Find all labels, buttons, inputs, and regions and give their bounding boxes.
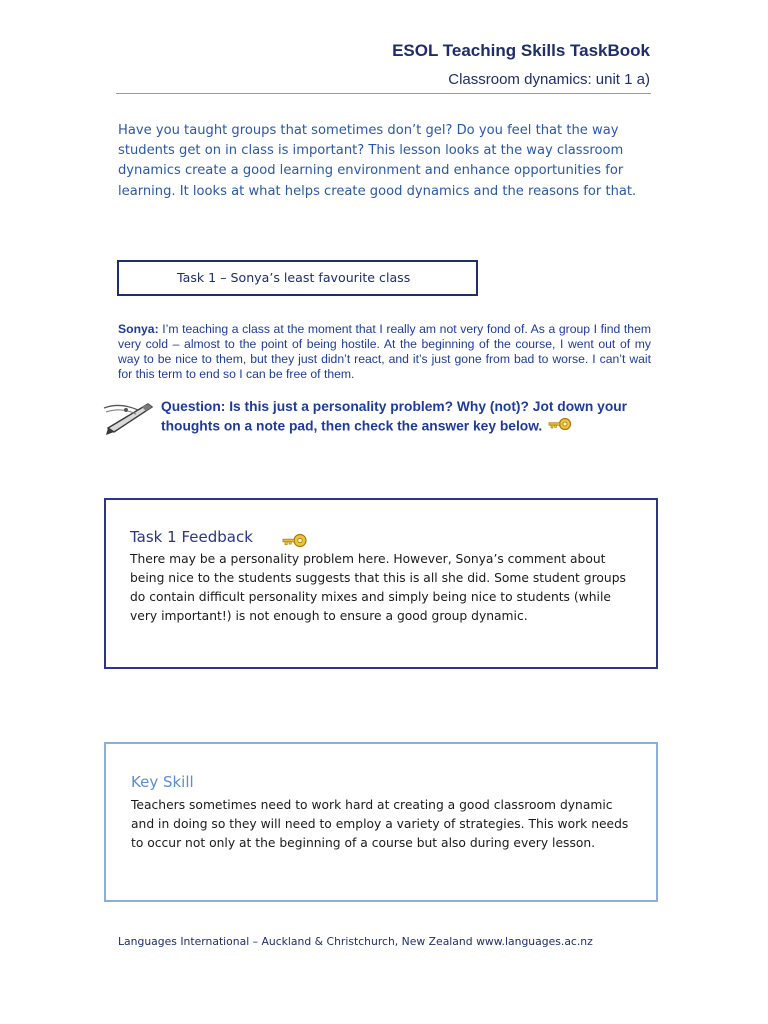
pen-icon	[102, 398, 156, 436]
question-prompt	[161, 398, 656, 436]
speaker-name: Sonya:	[118, 322, 159, 336]
document-title: ESOL Teaching Skills TaskBook	[392, 41, 650, 60]
sonya-quote	[118, 322, 651, 382]
footer-website-link[interactable]: www.languages.ac.nz	[476, 935, 593, 948]
footer-text: Languages International – Auckland & Christchurch, New Zealand	[118, 935, 477, 948]
intro-paragraph: Have you taught groups that sometimes don’t gel? Do you feel that the way students get on in class is important? This lesson looks at the way classroom dynamics create a good learning environment and enhance opportunities for learning. It looks at what helps create good dynamics and the reasons for that.	[118, 123, 637, 199]
key-icon	[548, 417, 572, 437]
question-text: Question: Is this just a personality problem? Why (not)? Jot down your thoughts on a note pad, then check the answer key below.	[161, 399, 628, 433]
task-1-title: Task 1 – Sonya’s least favourite class	[177, 270, 411, 285]
key-skill-box	[104, 742, 658, 902]
feedback-text: There may be a personality problem here. However, Sonya’s comment about being nice to the students suggests that this is all she did. Some student groups do contain difficult personality mixes and simply being nice to students (while very important!) is not enough to ensure a good group dynamic.	[130, 552, 626, 623]
unit-subtitle: Classroom dynamics: unit 1 a)	[448, 71, 650, 88]
task-1-title-box	[117, 260, 478, 296]
task-1-feedback-box	[104, 498, 658, 669]
header-divider	[116, 93, 651, 94]
sonya-quote-text: I’m teaching a class at the moment that I really am not very fond of. As a group I find them very cold – almost to the point of being hostile. At the beginning of the course, I went out of my way to be nice to them, but they just didn’t react, and it’s just gone from bad to worse. I can’t wait for this term to end so I can be free of them.	[118, 322, 651, 381]
key-skill-heading: Key Skill	[131, 773, 194, 791]
footer	[118, 935, 593, 948]
key-skill-text: Teachers sometimes need to work hard at creating a good classroom dynamic and in doing so they will need to employ a variety of strategies. This work needs to occur not only at the beginning of a course but also during every lesson.	[131, 798, 629, 850]
feedback-heading: Task 1 Feedback	[130, 528, 253, 546]
